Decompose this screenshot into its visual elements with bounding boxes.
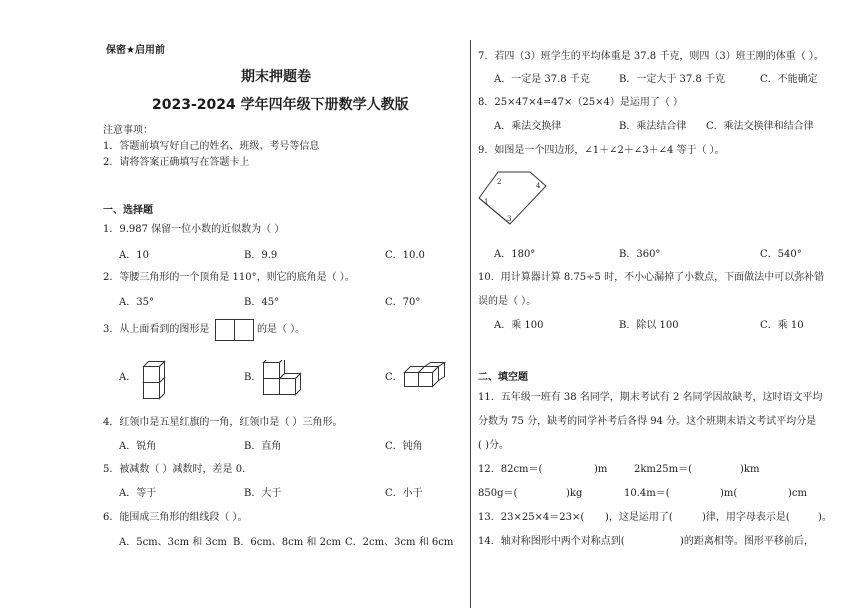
- fill-text: )kg: [566, 488, 583, 499]
- option-b: B．360°: [619, 249, 661, 260]
- option-c: C．不能确定: [760, 74, 818, 85]
- fill-text: 2km25m＝(: [634, 464, 693, 475]
- question-stem: 误的是（ ）。: [478, 296, 537, 307]
- question-stem: 3．从上面看到的图形是: [103, 324, 210, 335]
- fill-text: 13．23×25×4＝23×(: [478, 512, 585, 523]
- fill-text: 14．轴对称图形中两个对称点到(: [478, 536, 625, 547]
- page-subtitle: 2023-2024 学年四年级下册数学人教版: [152, 97, 409, 113]
- question-stem: 4．红领巾是五星红旗的一角，红领巾是（ ）三角形。: [103, 417, 343, 428]
- option-a: A．: [119, 372, 137, 383]
- question-stem: 7．若四（3）班学生的平均体重是 37.8 千克，则四（3）班王刚的体重（ ）。: [478, 51, 824, 62]
- question-stem: 2．等腰三角形的一个顶角是 110°，则它的底角是（ ）。: [103, 272, 355, 283]
- fill-text: )的距离相等。图形平移前后，: [680, 536, 814, 547]
- question-line: 11．五年级一班有 38 名同学，期末考试有 2 名同学因故缺考，这时语文平均: [478, 392, 823, 403]
- option-a: A．乘 100: [494, 320, 544, 331]
- option-b: B．一定大于 37.8 千克: [619, 74, 725, 85]
- option-c: C．乘 10: [760, 320, 804, 331]
- option-b: B．9.9: [244, 250, 278, 261]
- notice-heading: 注意事项：: [103, 125, 153, 136]
- angle-label: 3: [507, 215, 512, 223]
- option-a: A．锐角: [119, 441, 157, 452]
- option-b: B．除以 100: [619, 320, 679, 331]
- angle-label: 4: [536, 182, 541, 190]
- option-c: C．小于: [385, 488, 423, 499]
- option-a: A．180°: [494, 249, 536, 260]
- option-a: A．一定是 37.8 千克: [494, 74, 590, 85]
- quadrilateral-figure: [476, 168, 548, 230]
- fill-text: )cm: [788, 488, 807, 499]
- option-b: B．45°: [244, 297, 280, 308]
- page-title: 期末押题卷: [241, 69, 311, 85]
- cube-stack-figure-a: [138, 354, 166, 404]
- fill-text: )。: [818, 512, 832, 523]
- fill-text: )律，用字母表示是(: [702, 512, 790, 523]
- fill-text: )，这是运用了(: [605, 512, 673, 523]
- option-a: A．35°: [119, 297, 154, 308]
- option-b: B．大于: [244, 488, 282, 499]
- option-b: B．乘法结合律: [619, 121, 687, 132]
- fill-text: )km: [740, 464, 760, 475]
- top-view-figure: [215, 319, 255, 341]
- option-a: A．等于: [119, 488, 157, 499]
- question-stem: 10．用计算器计算 8.75÷5 时，不小心漏掉了小数点，下面做法中可以弥补错: [478, 272, 825, 283]
- option-c: C．70°: [385, 297, 421, 308]
- question-stem: 8．25×47×4=47×（25×4）是运用了（ ）: [478, 97, 684, 108]
- question-stem: 的是（ ）。: [257, 324, 306, 335]
- question-stem: 5．被减数（ ）减数时，差是 0．: [103, 464, 253, 475]
- angle-label: 1: [484, 198, 489, 206]
- fill-text: 850g＝(: [478, 488, 518, 499]
- cube-stack-figure-c: [402, 362, 448, 390]
- question-stem: 6．能围成三角形的组线段（ ）。: [103, 512, 248, 523]
- option-b: B．直角: [244, 441, 282, 452]
- option-b: B．6cm、8cm 和 2cm: [233, 537, 342, 548]
- fill-text: 12．82cm＝(: [478, 464, 543, 475]
- option-a: A．10: [119, 250, 149, 261]
- notice-item: 1．答题前填写好自己的姓名、班级、考号等信息: [103, 141, 320, 152]
- column-divider: [470, 40, 471, 608]
- angle-label: 2: [497, 178, 502, 186]
- option-c: C．钝角: [385, 441, 423, 452]
- option-a: A．乘法交换律: [494, 121, 562, 132]
- secret-label: 保密★启用前: [106, 45, 165, 56]
- section-title-fill: 二、填空题: [478, 372, 528, 383]
- option-c: C．10.0: [385, 250, 425, 261]
- question-stem: 1．9.987 保留一位小数的近似数为（ ）: [103, 224, 285, 235]
- option-b: B．: [244, 372, 262, 383]
- notice-item: 2．请将答案正确填写在答题卡上: [103, 157, 250, 168]
- cube-stack-figure-b: [260, 360, 302, 398]
- fill-text: )m: [594, 464, 608, 475]
- option-c: C．2cm、3cm 和 6cm: [345, 537, 454, 548]
- option-c: C．540°: [760, 249, 802, 260]
- question-stem: 9．如图是一个四边形，∠1＋∠2＋∠3＋∠4 等于（ ）。: [478, 145, 725, 156]
- question-line: ( )分。: [478, 440, 509, 451]
- option-a: A．5cm、3cm 和 3cm: [119, 537, 227, 548]
- option-c: C．乘法交换律和结合律: [706, 121, 814, 132]
- section-title-choice: 一、选择题: [103, 205, 153, 216]
- option-c: C．: [385, 372, 403, 383]
- fill-text: 10.4m＝(: [624, 488, 670, 499]
- fill-text: )m(: [720, 488, 738, 499]
- question-line: 分数为 75 分，缺考的同学补考后各得 94 分。这个班期末语文考试平均分是: [478, 416, 817, 427]
